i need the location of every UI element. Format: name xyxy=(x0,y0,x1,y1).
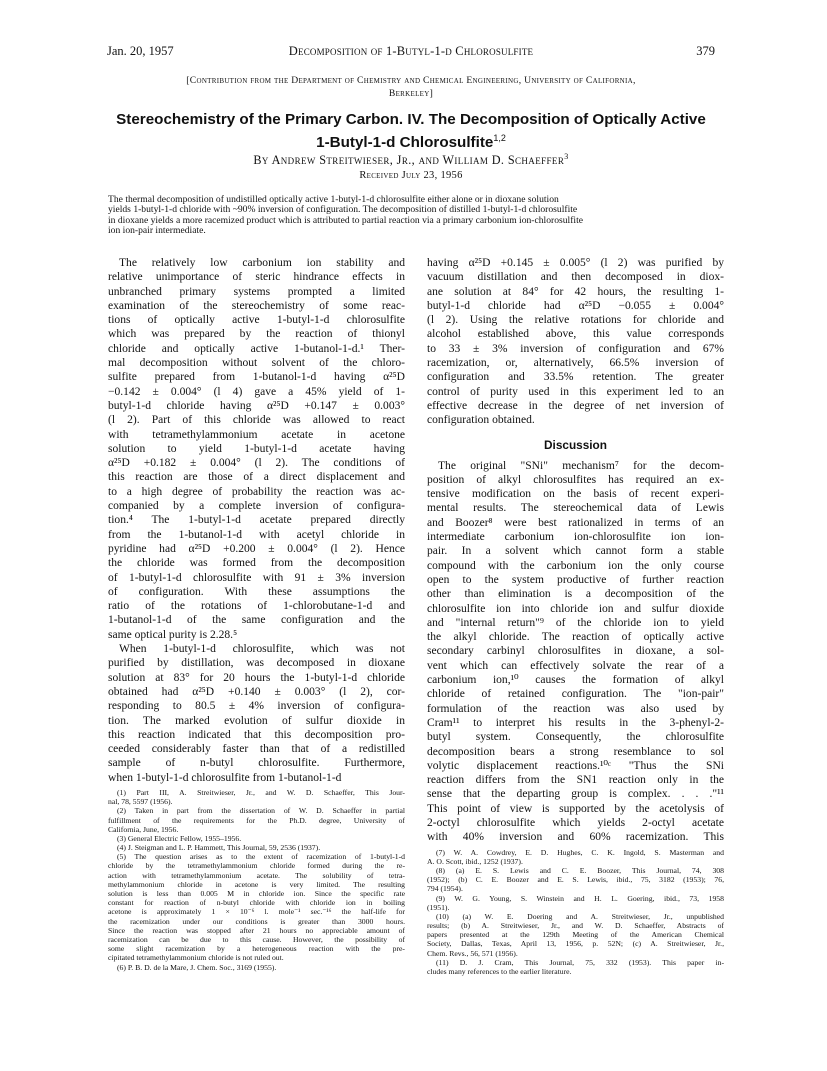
footnote-line: action with tetramethylammonium acetate. The solubility of tetra- xyxy=(108,870,405,880)
body-text-line: chloride and optically active 1-butanol-1-d.¹ Ther- xyxy=(108,342,405,355)
body-text-line: sense that the departing group is complex. . . ."¹¹ xyxy=(427,788,724,801)
body-text-line: vent which can effectively solvate the rear of a xyxy=(427,659,724,672)
body-text-line: (l 2). Part of this chloride was allowed to react xyxy=(108,414,405,427)
body-text-line: of configuration. With these assumptions the xyxy=(108,585,405,598)
footnote-line: (6) P. B. D. de la Mare, J. Chem. Soc., 3169 (1955). xyxy=(117,962,277,972)
body-text-line: companied by a complete inversion of configura- xyxy=(108,500,405,513)
body-text-line: mal decomposition without solvent of the chloro- xyxy=(108,357,405,370)
body-text-line: The relatively low carbonium ion stability and xyxy=(119,257,405,269)
author-byline xyxy=(107,152,715,168)
footnote-line: (11) D. J. Cram, This Journal, 75, 332 (1953). This paper in- xyxy=(436,957,724,967)
footnote-line: acetone is approximately 1 × 10⁻⁶ l. mole⁻¹ sec.⁻¹⁶ the half-life for xyxy=(108,907,405,917)
body-text-line: tions of optically active 1-butyl-1-d chlorosulfite xyxy=(108,314,405,327)
page-number: 379 xyxy=(696,44,715,58)
body-text-line: purified by distillation, was decomposed in dioxane xyxy=(108,657,405,670)
title-line-1: Stereochemistry of the Primary Carbon. IV. The Decomposition of Optically Active xyxy=(116,111,706,128)
body-text-line: mental results. The stereochemical data of Lewis xyxy=(427,502,724,515)
footnote-line: (1) Part III, A. Streitwieser, Jr., and W. D. Schaeffer, This Jour- xyxy=(117,787,405,797)
footnote-line: chloride by the tetramethylammonium chloride formed during the re- xyxy=(108,861,405,871)
abstract-line: in dioxane yields a more racemized product which is attributed to partial reaction via a primary carbonium ion-chlorosulfite xyxy=(108,214,583,226)
footnote-line: (1951). xyxy=(427,902,450,912)
body-text-line: compound with the carbonium ion the only course xyxy=(427,559,724,572)
right-column xyxy=(427,256,724,976)
body-text-line: solution at 83° for 20 hours the 1-butyl-1-d chloride xyxy=(108,671,405,684)
body-text-line: examination of the stereochemistry of some reac- xyxy=(108,299,405,312)
abstract xyxy=(108,195,714,237)
body-text-line: intermediate carbonium ion-chlorosulfite ion ion- xyxy=(427,531,724,544)
body-text-line: having α²⁵D +0.145 ± 0.005° (l 2) was purified by xyxy=(427,257,724,269)
body-text-line: ratio of the rotations of 1-chlorobutane-1-d and xyxy=(108,600,405,613)
body-text-line: to a high degree of probability the reaction was ac- xyxy=(108,485,405,498)
footnote-line: Since the reaction was stopped after 21 hours no appreciable amount of xyxy=(108,925,405,935)
body-text-line: configuration obtained. xyxy=(427,414,535,427)
footnote-line: (10) (a) W. E. Doering and A. Streitwieser, Jr., unpublished xyxy=(436,911,724,921)
body-text-line: tion.⁴ The 1-butyl-1-d acetate prepared directly xyxy=(108,514,405,527)
body-text-line: carbonium ion,¹⁰ causes the formation of alkyl xyxy=(427,674,724,687)
footnote-line: 794 (1954). xyxy=(427,884,463,894)
footnote-line: Chem. Revs., 56, 571 (1956). xyxy=(427,948,518,958)
footnote-line: nal, 78, 5597 (1956). xyxy=(108,797,173,807)
body-text-line: formulation of the reaction was also used by xyxy=(427,702,724,715)
footnote-line: solution is less than 0.005 M in chloride ion. Since the specific rate xyxy=(108,889,405,899)
body-text-line: chloride of retained configuration. The "ion-pair" xyxy=(427,688,724,701)
body-text-line: tion. The marked evolution of sulfur dioxide in xyxy=(108,714,405,727)
right-body-top xyxy=(427,256,724,428)
footnote-line: constant for reaction of n-butyl chloride with chloride ion in boiling xyxy=(108,898,405,908)
body-text-line: butyl-1-d chloride had α²⁵D −0.055 ± 0.004° xyxy=(427,299,724,312)
body-text-line: volytic displacement reactions.¹⁰ᶜ "Thus the SNi xyxy=(427,759,724,772)
footnote-line: (8) (a) E. S. Lewis and C. E. Boozer, This Journal, 74, 308 xyxy=(436,865,724,875)
footnote-line: (9) W. G. Young, S. Winstein and H. L. Goering, ibid., 73, 1958 xyxy=(436,893,724,903)
body-text-line: with 40% inversion and 60% racemization. This xyxy=(427,831,724,844)
author-names: By Andrew Streitwieser, Jr., and William D. Schaeffer xyxy=(253,153,565,168)
footnote-line: some slight racemization by a heterogeneous reaction with the pre- xyxy=(108,944,405,954)
title-footnote-marker: 1,2 xyxy=(493,133,506,143)
footnote-line: (1952); (b) C. E. Boozer and E. S. Lewis, ibid., 75, 3182 (1953); 76, xyxy=(427,875,724,885)
abstract-line: ion ion-pair intermediate. xyxy=(108,225,206,237)
body-text-line: which was prepared by the reaction of thionyl xyxy=(108,328,405,341)
footnote-line: the racemization under our conditions is greater than 3000 hours. xyxy=(108,916,405,926)
body-text-line: pyridine had α²⁵D +0.200 ± 0.004° (l 2). Hence xyxy=(108,542,405,555)
left-footnotes xyxy=(108,788,405,972)
body-text-line: the alkyl chloride. The reaction of optically active xyxy=(427,631,724,644)
contribution-line: [Contribution from the Department of Chemistry and Chemical Engineering, University of California, xyxy=(186,75,636,86)
body-text-line: and "internal return"⁹ of the chloride ion to yield xyxy=(427,616,724,629)
running-title: Decomposition of 1-Butyl-1-d Chlorosulfite xyxy=(288,44,534,58)
body-text-line: when 1-butyl-1-d chlorosulfite from 1-butanol-1-d xyxy=(108,771,342,784)
body-text-line: secondary carbinyl chlorosulfites in dioxane, a sol- xyxy=(427,645,724,658)
author-footnote-marker: 3 xyxy=(564,152,569,161)
body-text-line: unbranched primary systems prompted a limited xyxy=(108,285,405,298)
body-text-line: (l 2). Using the relative rotations for chloride and xyxy=(427,314,724,327)
footnote-line: A. O. Scott, ibid., 1252 (1937). xyxy=(427,856,523,866)
body-text-line: butyl system. Consequently, the chlorosulfite xyxy=(427,731,724,744)
body-text-line: When 1-butyl-1-d chlorosulfite, which was not xyxy=(119,643,405,656)
section-heading-discussion: Discussion xyxy=(544,437,607,452)
body-text-line: to 33 ± 3% inversion of configuration and 67% xyxy=(427,342,724,355)
body-text-line: relative unimportance of steric hindrance effects in xyxy=(108,271,405,284)
footnote-line: methylammonium chloride in acetone is very limited. The resulting xyxy=(108,879,405,889)
footnote-line: (5) The question arises as to the extent of racemization of 1-butyl-1-d xyxy=(117,852,405,862)
body-text-line: butyl-1-d chloride having α²⁵D +0.147 ± 0.003° xyxy=(108,399,405,412)
footnote-line: papers presented at the 129th Meeting of the American Chemical xyxy=(427,930,724,940)
footnote-line: results; (b) A. Streitwieser, Jr., and W. D. Schaeffer, Abstracts of xyxy=(427,921,724,931)
body-text-line: chlorosulfite ion into chloride ion and sulfur dioxide xyxy=(427,602,724,615)
body-text-line: 2-octyl chlorosulfite which yields 2-octyl acetate xyxy=(427,816,724,829)
body-text-line: sample of n-butyl chlorosulfite. Furthermore, xyxy=(108,757,405,770)
body-text-line: The original "SNi" mechanism⁷ for the decom- xyxy=(438,459,724,472)
body-text-line: same optical purity is 2.28.⁵ xyxy=(108,628,238,641)
footnote-line: (2) Taken in part from the dissertation of W. D. Schaeffer in partial xyxy=(117,806,405,816)
body-text-line: ceeded considerably faster than that of a redistilled xyxy=(108,743,405,756)
article-title xyxy=(107,110,715,152)
body-text-line: −0.142 ± 0.004° (l 4) gave a 45% yield of 1- xyxy=(108,385,405,398)
body-text-line: solution to yield 1-butyl-1-d acetate having xyxy=(108,442,405,455)
body-text-line: open to the system productive of further reaction xyxy=(427,573,724,586)
body-text-line: responding to 80.5 ± 4% inversion of configura- xyxy=(108,700,405,713)
footnote-line: (3) General Electric Fellow, 1955–1956. xyxy=(117,833,242,843)
body-text-line: sulfite prepared from 1-butanol-1-d having α²⁵D xyxy=(108,371,405,384)
body-text-line: reaction differs from the SN1 reaction only in the xyxy=(427,774,724,787)
body-text-line: ane solution at 84° for 42 hours, the resulting 1- xyxy=(427,285,724,298)
body-text-line: α²⁵D +0.182 ± 0.004° (l 2). The conditions of xyxy=(108,457,405,470)
body-text-line: the chloride was formed from the decomposition xyxy=(108,557,405,570)
body-text-line: other than elimination is a decomposition of the xyxy=(427,588,724,601)
footnote-line: fulfillment of the requirements for the Ph.D. degree, University of xyxy=(108,815,405,825)
footnote-line: cipitated tetramethylammonium chloride is not ruled out. xyxy=(108,953,284,963)
abstract-line: yields 1-butyl-1-d chloride with ~90% inversion of configuration. The decomposition of distilled 1-butyl-1-d chlorosulfite xyxy=(108,204,578,216)
abstract-line: The thermal decomposition of undistilled optically active 1-butyl-1-d chlorosulfite either alone or in dioxane solution xyxy=(108,194,559,205)
body-text-line: decomposition bears a strong resemblance to sol xyxy=(427,745,724,758)
body-text-line: vacuum distillation and then decomposed in diox- xyxy=(427,271,724,284)
body-text-line: alcohol established above, this value corresponds xyxy=(427,328,724,341)
body-text-line: 1-butanol-1-d of the same configuration and the xyxy=(108,614,405,627)
left-body xyxy=(108,256,405,785)
footnote-line: Society, Dallas, Texas, April 13, 1956, p. 52N; (c) A. Streitwieser, Jr., xyxy=(427,939,724,949)
running-head xyxy=(107,44,715,60)
body-text-line: tensive modification on the basis of recent experi- xyxy=(427,488,724,501)
right-footnotes xyxy=(427,848,724,977)
contribution-note xyxy=(107,74,715,100)
body-text-line: and Boozer⁸ were best rationalized in terms of an xyxy=(427,516,724,529)
footnote-line: (4) J. Steigman and L. P. Hammett, This Journal, 59, 2536 (1937). xyxy=(117,843,321,853)
body-text-line: obtained had α²⁵D +0.140 ± 0.003° (l 2), cor- xyxy=(108,685,405,698)
body-text-line: racemization, or, alternatively, 66.5% inversion of xyxy=(427,357,724,370)
left-column xyxy=(108,256,405,972)
title-line-2-text: 1-Butyl-1-d Chlorosulfite xyxy=(316,134,494,152)
body-text-line: of 1-butyl-1-d chlorosulfite with 91 ± 3% inversion xyxy=(108,571,405,584)
body-text-line: control of purity used in this experiment led to an xyxy=(427,385,724,398)
body-text-line: effective decrease in the degree of net inversion of xyxy=(427,399,724,412)
right-body-discussion xyxy=(427,459,724,845)
footnote-line: cludes many references to the earlier literature. xyxy=(427,967,572,977)
body-text-line: this reaction indicated that this decomposition pro- xyxy=(108,728,405,741)
body-text-line: configuration and 33.5% retention. The greater xyxy=(427,371,724,384)
contribution-line: Berkeley] xyxy=(388,88,434,99)
footnote-line: California, June, 1956. xyxy=(108,824,179,834)
received-date: Received July 23, 1956 xyxy=(359,170,463,181)
title-line-2 xyxy=(107,129,715,152)
body-text-line: This point of view is supported by the acetolysis of xyxy=(427,802,724,815)
body-text-line: with tetramethylammonium acetate in acetone xyxy=(108,428,405,441)
body-text-line: Cram¹¹ to interpret his results in the 3-phenyl-2- xyxy=(427,716,724,729)
body-text-line: position of alkyl chlorosulfites has required an ex- xyxy=(427,473,724,486)
footnote-line: (7) W. A. Cowdrey, E. D. Hughes, C. K. Ingold, S. Masterman and xyxy=(436,847,724,857)
footnote-line: racemization can be due to this cause. However, the possibility of xyxy=(108,934,405,944)
body-text-line: this reaction are those of a direct displacement and xyxy=(108,471,405,484)
issue-date: Jan. 20, 1957 xyxy=(107,44,174,58)
body-text-line: from the 1-butanol-1-d with acetyl chloride in xyxy=(108,528,405,541)
body-text-line: pair. In a solvent which cannot form a stable xyxy=(427,545,724,558)
